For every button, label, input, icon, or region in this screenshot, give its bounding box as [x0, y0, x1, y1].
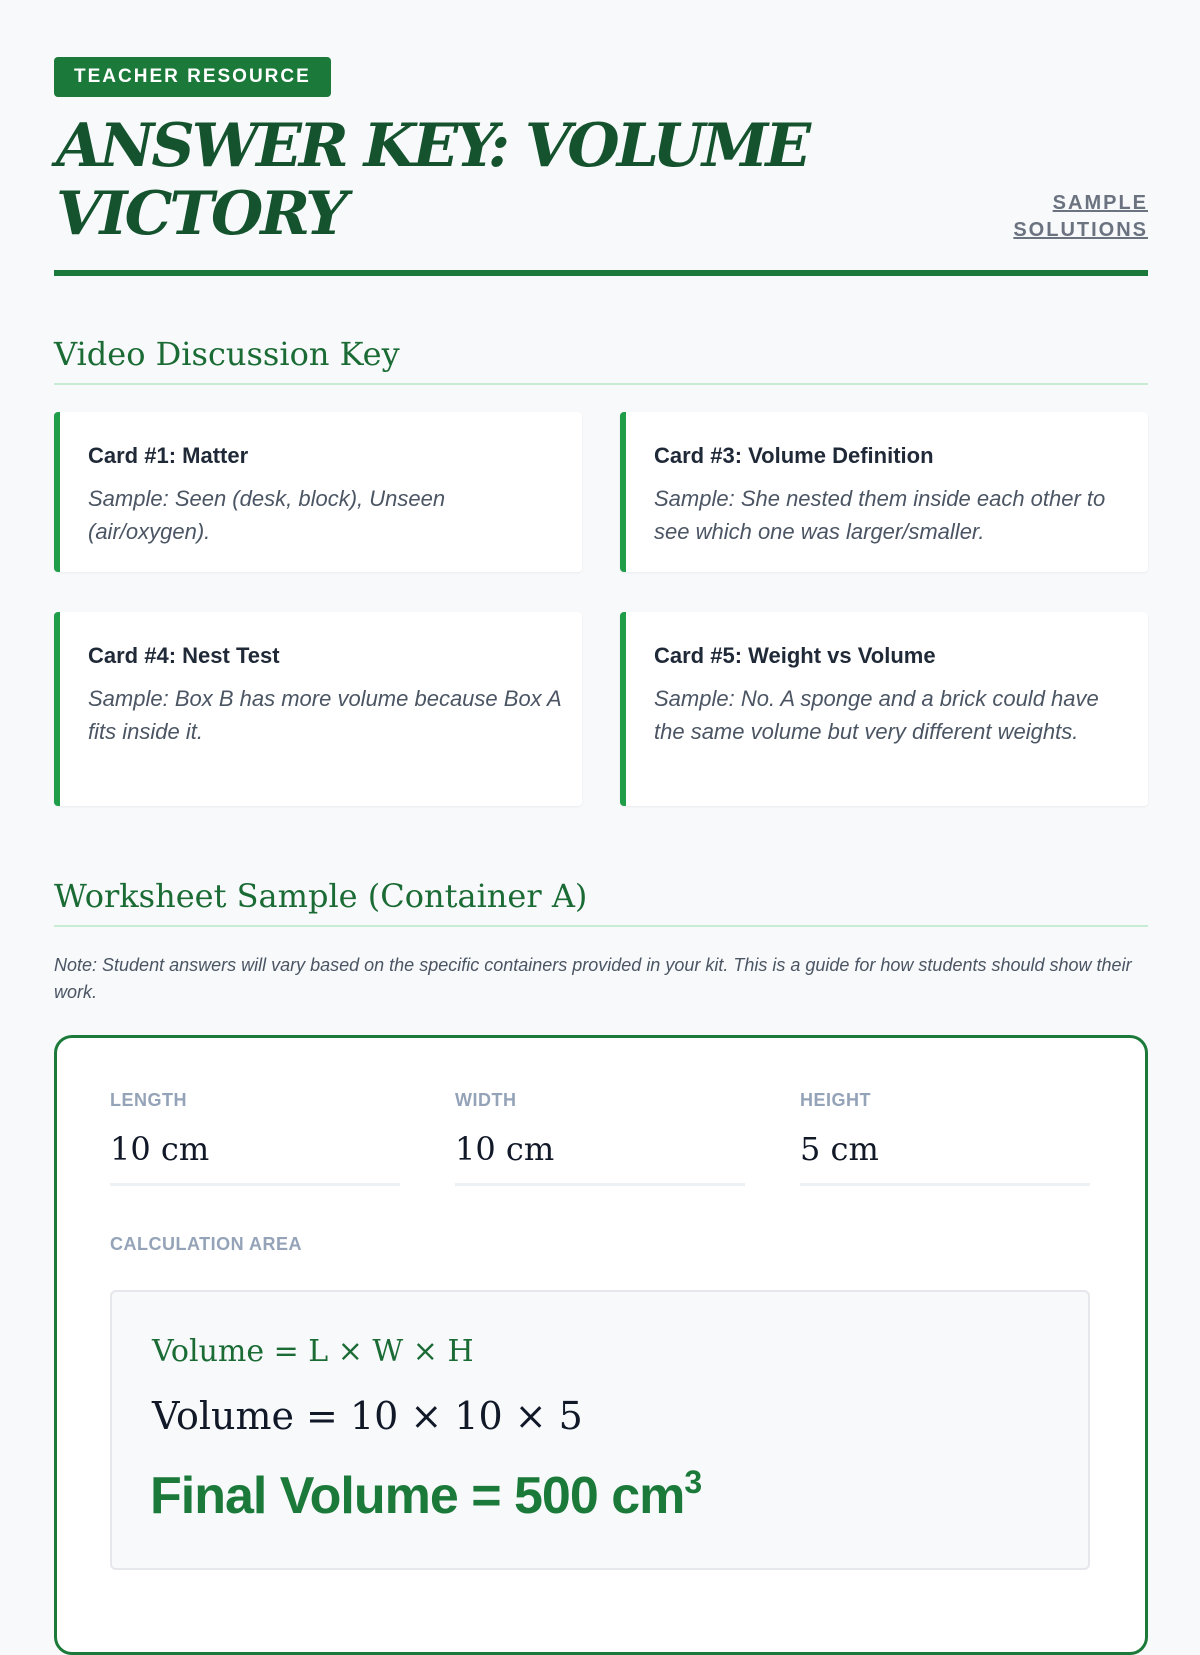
final-volume — [150, 1464, 701, 1526]
teacher-resource-badge: TEACHER RESOURCE — [54, 57, 331, 97]
section-divider — [54, 925, 1148, 927]
discussion-card-5 — [620, 612, 1148, 806]
field-label: HEIGHT — [800, 1090, 872, 1110]
field-value: 10 cm — [455, 1129, 745, 1186]
discussion-card-4 — [54, 612, 582, 806]
field-label: WIDTH — [455, 1090, 517, 1110]
worksheet-sample-heading: Worksheet Sample (Container A) — [54, 877, 588, 915]
length-field — [110, 1090, 400, 1186]
title-divider — [54, 270, 1148, 276]
field-value: 10 cm — [110, 1129, 400, 1186]
card-body: Sample: No. A sponge and a brick could have the same volume but very different weights. — [654, 686, 1099, 744]
field-value: 5 cm — [800, 1129, 1090, 1186]
cubic-exponent: 3 — [684, 1464, 702, 1500]
card-title: Card #5: Weight vs Volume — [654, 643, 936, 668]
final-volume-text: Final Volume = 500 cm — [150, 1467, 685, 1525]
discussion-card-3 — [620, 412, 1148, 572]
card-body: Sample: Box B has more volume because Box A fits inside it. — [88, 686, 561, 744]
discussion-card-1 — [54, 412, 582, 572]
sample-solutions-link[interactable]: SAMPLE SOLUTIONS — [1013, 192, 1148, 241]
worksheet-note: Note: Student answers will vary based on the specific containers provided in your kit. This is a guide for how students should show their work. — [54, 955, 1132, 1002]
section-divider — [54, 383, 1148, 385]
calculation-area-label: CALCULATION AREA — [110, 1234, 302, 1254]
card-title: Card #3: Volume Definition — [654, 443, 934, 468]
video-discussion-heading: Video Discussion Key — [54, 335, 400, 373]
volume-substitution: Volume = 10 × 10 × 5 — [152, 1394, 583, 1438]
volume-formula: Volume = L × W × H — [152, 1334, 474, 1369]
card-body: Sample: Seen (desk, block), Unseen (air/oxygen). — [88, 486, 446, 544]
field-label: LENGTH — [110, 1090, 187, 1110]
width-field — [455, 1090, 745, 1186]
calculation-area — [110, 1290, 1090, 1570]
height-field — [800, 1090, 1090, 1186]
page-title: ANSWER KEY: VOLUME VICTORY — [56, 111, 809, 249]
worksheet-container — [54, 1035, 1148, 1655]
card-title: Card #1: Matter — [88, 443, 249, 468]
card-body: Sample: She nested them inside each other to see which one was larger/smaller. — [654, 486, 1106, 544]
card-title: Card #4: Nest Test — [88, 643, 280, 668]
